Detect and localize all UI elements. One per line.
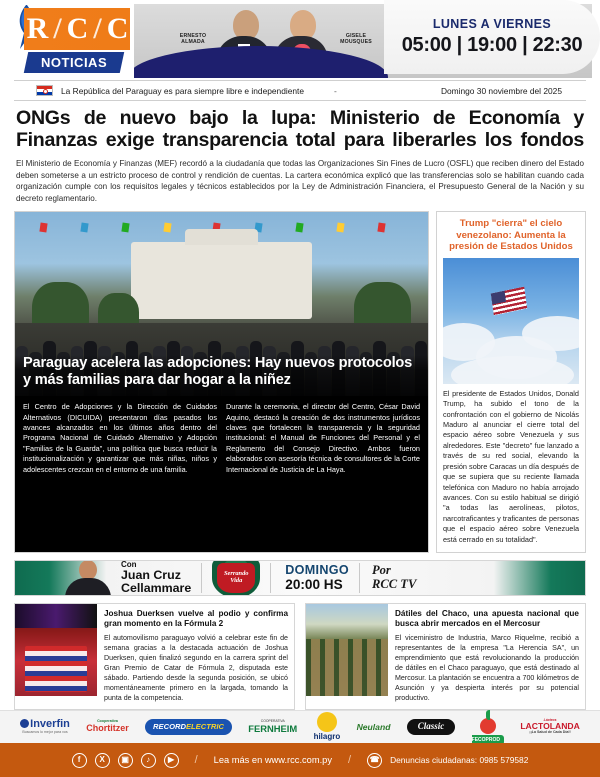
sponsor-lactolanda-label: LACTOLANDA [520, 721, 580, 732]
rcc-letters [24, 8, 130, 50]
sponsor-lactolanda-slogan: ¡¡La Salud de Cada Día!! [529, 730, 571, 735]
footer-complaints: Denuncias ciudadanas: 0985 579582 [390, 755, 529, 766]
side-article-photo [443, 258, 579, 384]
sponsor-inverfin-label: Inverfin [30, 718, 70, 731]
bottom-article-2[interactable] [305, 603, 586, 710]
bottom-articles [0, 596, 600, 710]
promo-con-label: Con [121, 560, 137, 569]
promo-banner[interactable] [14, 560, 586, 596]
anchor1-name: ERNESTO ALMADA [179, 33, 207, 45]
sponsor-neuland[interactable] [357, 723, 391, 732]
sponsor-chortitzer-label: Chortitzer [86, 723, 129, 734]
sponsor-classic-label: Classic [417, 721, 445, 732]
promo-host-name [121, 561, 191, 595]
sponsor-hilagro-label: hilagro [313, 732, 341, 742]
sponsor-record-label: RECORD [153, 722, 186, 732]
rcc-letter-r: R [26, 12, 48, 45]
date-separator: - [334, 85, 337, 96]
sponsor-chortitzer[interactable] [86, 720, 129, 733]
lead-story [0, 101, 600, 204]
anchor2-name: GISELE MOUSQUES [340, 33, 372, 45]
rcc-letter-c1: C [66, 12, 88, 45]
feature-col-1: El Centro de Adopciones y la Dirección de Cuidados Alternativos (DICUIDA) presentaron días pasados los avances alcanzados en los últimos años dentro del Programa Nacional de Cuidado Alternativo y Adopción "Familias de la Guarda", una política que busca reducir la institucionalización y garantizar que más niñas, niños y adolescentes crezcan en el entorno de una familia. [23, 402, 217, 474]
sponsor-lactolanda[interactable] [520, 719, 580, 735]
sponsor-inverfin[interactable] [20, 719, 70, 734]
footer-website[interactable]: Lea más en www.rcc.com.py [213, 755, 332, 766]
sponsor-fernheim-label: FERNHEIM [248, 722, 298, 734]
sponsor-inverfin-tagline: Buscamos lo mejor para vos [22, 729, 68, 734]
bottom-thumb-2 [306, 604, 388, 696]
schedule-days: LUNES A VIERNES [432, 17, 552, 31]
sponsor-fecoprod[interactable] [472, 711, 504, 744]
sponsor-fernheim-tagline: COOPERATIVA [260, 719, 285, 724]
promo-host-line1: Juan Cruz [121, 568, 181, 583]
sponsor-record-electric[interactable] [145, 719, 232, 735]
paraguay-flag-icon [36, 85, 53, 96]
feature-photo [15, 212, 428, 396]
tiktok-icon[interactable]: ♪ [141, 753, 156, 768]
sponsor-fernheim[interactable] [248, 720, 297, 733]
footer-bar [0, 743, 600, 777]
promo-channel [372, 564, 416, 591]
bottom-body-2: El viceministro de Industria, Marco Riquelme, recibió a representantes de la empresa "La Herencia SA", un emprendimiento que está revolucionando la producción de dátiles en el Chaco paraguayo, que está destinado al Mercosur. La plantación se encuentra a 700 kilómetros de Asunción y ya despierta interés por su potencial productivo. [395, 633, 579, 703]
rcc-slash-1: / [53, 12, 61, 45]
sponsor-fecoprod-label: FECOPROD [471, 737, 500, 744]
lead-body: El Ministerio de Economía y Finanzas (MEF) recordó a la ciudadanía que todas las Organizaciones Sin Fines de Lucro (OSFL) que reciben dinero del Estado deben someterse a un estricto proceso de control y rendición de cuentas. La cartera económica explicó que las transferencias solo se habilitan cuando cada organización cumple con los requisitos legales y técnicos establecidos por la Ley de Administración Financiera, el Presupuesto General de la Nación y su decreto reglamentario. [16, 159, 584, 203]
promo-time: 20:00 HS [285, 577, 343, 593]
instagram-icon[interactable]: ▣ [118, 753, 133, 768]
bottom-title-1: Joshua Duerksen vuelve al podio y confirma gran momento en la Fórmula 2 [104, 608, 288, 628]
youtube-icon[interactable]: ▶ [164, 753, 179, 768]
feature-body [15, 396, 428, 483]
us-flag-icon [491, 287, 527, 316]
feature-col-2: Durante la ceremonia, el director del Centro, César David Aquino, destacó la creación de dos instrumentos jurídicos claves que fortalecen la transparencia y la seguridad institucional: el Manual de Funciones del Personal y el Reglamento del Consejo Directivo. Ambos fueron elaborados con asesoría técnica de consultores de la Corte Internacional de Justicia de La Haya. [226, 402, 420, 474]
promo-divider-2 [270, 563, 271, 593]
bottom-title-2: Dátiles del Chaco, una apuesta nacional que busca abrir mercados en el Mercosur [395, 608, 579, 628]
sponsor-electric-label: ELECTRIC [185, 722, 224, 732]
programa-logo [212, 560, 260, 596]
rcc-slash-2: / [93, 12, 101, 45]
promo-schedule [285, 563, 349, 592]
facebook-icon[interactable]: f [72, 753, 87, 768]
national-motto: La República del Paraguay es para siempre libre e independiente [61, 85, 305, 96]
noticias-label: NOTICIAS [40, 55, 108, 70]
sponsor-hilagro[interactable] [314, 712, 341, 741]
noticias-tag [24, 52, 124, 73]
issue-date: Domingo 30 noviembre del 2025 [440, 85, 562, 96]
whatsapp-icon[interactable]: ☎ [367, 753, 382, 768]
sponsor-chortitzer-tagline: Cooperativa [97, 719, 118, 724]
rcc-logo[interactable] [8, 5, 132, 77]
promo-divider-3 [359, 563, 360, 593]
sponsor-classic[interactable] [407, 719, 456, 734]
promo-host-line2: Cellammare [121, 581, 192, 596]
promo-divider-1 [201, 563, 202, 593]
footer-separator-1: / [194, 754, 198, 767]
promo-host-photo [61, 560, 115, 596]
sponsor-neuland-label: Neuland [356, 721, 391, 732]
masthead [0, 0, 600, 80]
rcc-letter-c2: C [106, 12, 128, 45]
feature-article[interactable] [14, 211, 429, 553]
date-bar [14, 80, 586, 101]
side-article[interactable] [436, 211, 586, 553]
building-shape [131, 242, 313, 319]
bottom-body-1: El automovilismo paraguayo volvió a celebrar este fin de semana gracias a la destacada actuación de Joshua Duerksen, quien finalizó segundo en la carrera sprint del Gran Premio de Catar de Fórmula 2, disputada este sábado. Partiendo desde la segunda posición, se ubicó momentáneamente primero en la largada, tomando la punta de la competencia. [104, 633, 288, 703]
x-twitter-icon[interactable]: X [95, 753, 110, 768]
badge-line1: Serrando [224, 570, 249, 578]
badge-line2: Vida [230, 576, 243, 584]
promo-day: DOMINGO [285, 563, 349, 578]
lead-headline: ONGs de nuevo bajo la lupa: Ministerio de Economía y Finanzas exige transparencia total para liberarles los fondos [16, 107, 584, 152]
bottom-article-1[interactable] [14, 603, 295, 710]
footer-separator-2: / [348, 754, 352, 767]
side-article-title: Trump "cierra" el cielo venezolano: Aumenta la presión de Estados Unidos [449, 218, 573, 253]
sponsor-strip [0, 710, 600, 744]
bottom-thumb-1 [15, 604, 97, 696]
broadcast-schedule [384, 0, 600, 74]
side-article-body: El presidente de Estados Unidos, Donald Trump, ha subido el tono de la confrontación con el gobierno de Nicolás Maduro al anunciar el cierre total del espacio aéreo sobre Venezuela y sus alrededores. Este "decreto" fue lanzado a través de su red social, elevando la presión sobre Caracas un día después de que se supiera que su reciente llamada telefónica con Maduro no había arrojado avances. Con su estilo habitual se dirigió "a todas las aerolíneas, pilotos, narcotraficantes y traficantes de personas que el espacio aéreo sobre Venezuela está cerrado en su totalidad". [443, 388, 579, 544]
promo-por-label: Por [371, 563, 391, 578]
feature-headline: Paraguay acelera las adopciones: Hay nuevos protocolos y más familias para dar hogar a la niñez [15, 355, 428, 396]
promo-channel-name: RCC TV [371, 576, 417, 591]
main-content-grid [0, 204, 600, 553]
side-column [436, 211, 586, 553]
schedule-times: 05:00 | 19:00 | 22:30 [401, 34, 583, 56]
sponsor-lactolanda-tagline: Lácteos [543, 717, 557, 722]
